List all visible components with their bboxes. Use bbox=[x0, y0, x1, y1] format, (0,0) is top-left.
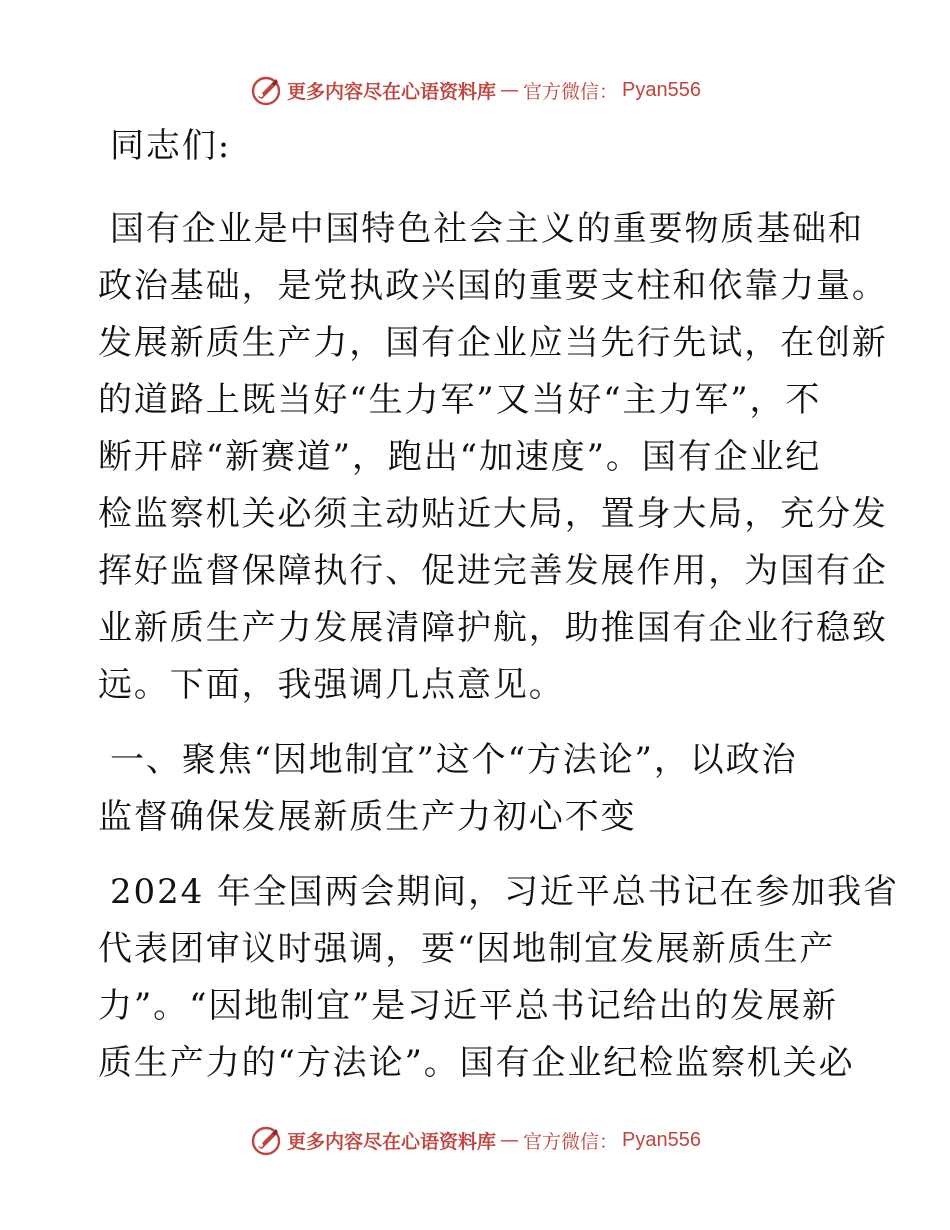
banner-label: 官方微信： bbox=[523, 80, 619, 103]
text-line: 质生产力的“方法论”。国有企业纪检监察机关必 bbox=[98, 1043, 855, 1083]
banner-label: 官方微信： bbox=[523, 1130, 619, 1153]
text-line: 代表团审议时强调，要“因地制宜发展新质生产 bbox=[98, 929, 836, 969]
paragraph-gap bbox=[98, 183, 853, 201]
banner-handle: Pyan556 bbox=[622, 1128, 701, 1151]
heading-line: 监督确保发展新质生产力初心不变 bbox=[98, 797, 637, 837]
text-line: 断开辟“新赛道”，跑出“加速度”。国有企业纪 bbox=[98, 437, 822, 477]
banner-handle: Pyan556 bbox=[622, 78, 701, 101]
document-body bbox=[98, 118, 899, 1092]
banner-separator: — bbox=[500, 1129, 520, 1151]
section-paragraph bbox=[98, 864, 899, 1092]
text-line: 挥好监督保障执行、促进完善发展作用，为国有企 bbox=[98, 551, 888, 591]
text-line: 国有企业是中国特色社会主义的重要物质基础和 bbox=[110, 209, 864, 249]
text-line: 发展新质生产力，国有企业应当先行先试，在创新 bbox=[98, 323, 888, 363]
banner-text: 更多内容尽在心语资料库 bbox=[287, 80, 497, 103]
pen-logo-icon bbox=[249, 73, 283, 107]
text-line: 检监察机关必须主动贴近大局，置身大局，充分发 bbox=[98, 494, 888, 534]
text-line: 政治基础，是党执政兴国的重要支柱和依靠力量。 bbox=[98, 266, 888, 306]
text-line: 的道路上既当好“生力军”又当好“主力军”，不 bbox=[98, 380, 822, 420]
header-watermark-banner bbox=[0, 70, 950, 110]
text-line: 业新质生产力发展清障护航，助推国有企业行稳致 bbox=[98, 608, 888, 648]
banner-text: 更多内容尽在心语资料库 bbox=[287, 1130, 497, 1153]
banner-separator: — bbox=[500, 79, 520, 101]
text-line: 远。下面，我强调几点意见。 bbox=[98, 665, 565, 705]
section-heading bbox=[98, 732, 853, 846]
salutation: 同志们: bbox=[110, 126, 232, 166]
paragraph-gap bbox=[98, 714, 853, 732]
intro-paragraph bbox=[98, 201, 888, 714]
heading-line: 一、聚焦“因地制宜”这个“方法论”，以政治 bbox=[110, 740, 798, 780]
pen-logo-icon bbox=[249, 1123, 283, 1157]
paragraph-gap bbox=[98, 846, 853, 864]
text-line: 力”。“因地制宜”是习近平总书记给出的发展新 bbox=[98, 986, 838, 1026]
footer-watermark-banner bbox=[0, 1120, 950, 1160]
text-line: 2024 年全国两会期间，习近平总书记在参加我省 bbox=[110, 872, 899, 912]
